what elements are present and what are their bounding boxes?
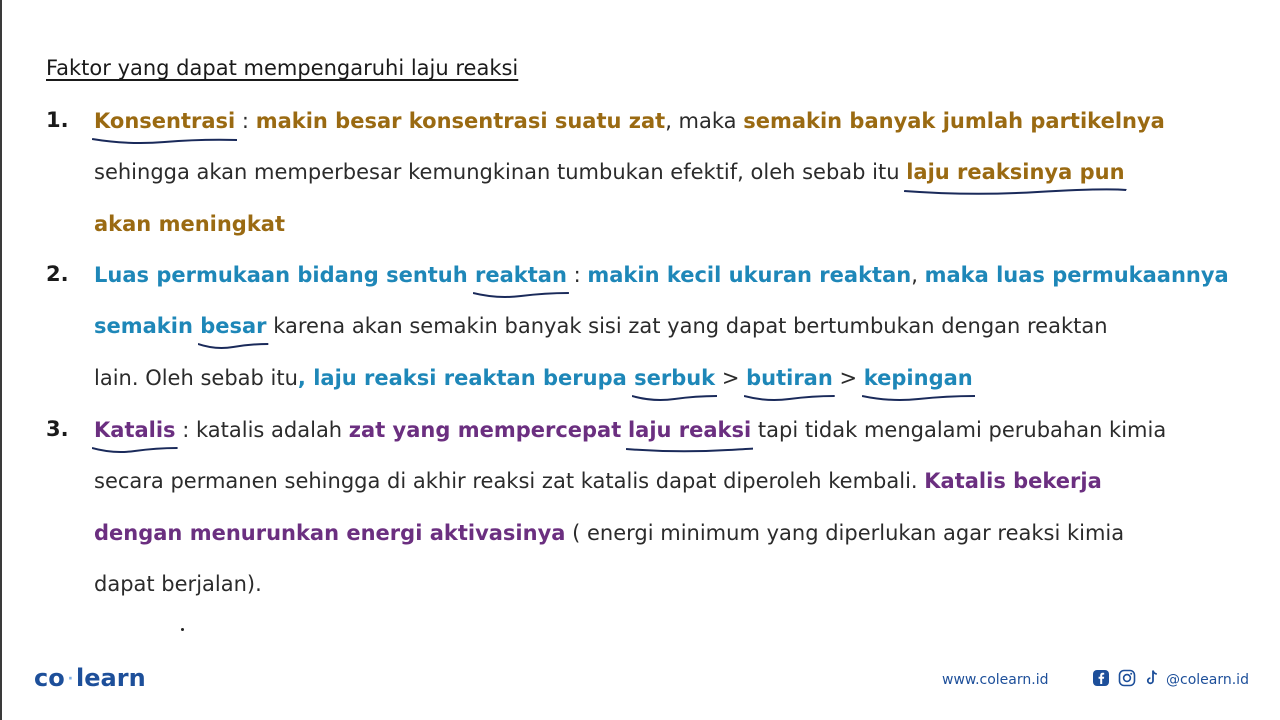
term-reaktan: reaktan (475, 262, 567, 288)
term-serbuk: serbuk (634, 365, 715, 391)
social-handle: @colearn.id (1166, 672, 1249, 688)
highlight-laju-reaksinya: laju reaksinya pun (906, 159, 1124, 185)
facebook-icon[interactable] (1092, 669, 1110, 687)
tiktok-icon[interactable] (1144, 669, 1160, 687)
website-link[interactable]: www.colearn.id (942, 672, 1049, 688)
item-1-line-3: akan meningkat (94, 212, 285, 236)
wavy-underline (92, 445, 178, 455)
wavy-underline (744, 393, 835, 403)
item-3-line-2: secara permanen sehingga di akhir reaksi zat katalis dapat diperoleh kembali. Katalis bekerja (94, 469, 1102, 493)
wavy-underline (626, 445, 753, 455)
wavy-underline (473, 290, 569, 300)
colearn-logo: co · learn (34, 664, 146, 692)
wavy-underline (862, 393, 975, 403)
term-kepingan: kepingan (864, 365, 973, 391)
term-butiran: butiran (746, 365, 833, 391)
instagram-icon[interactable] (1118, 669, 1136, 687)
item-number: 1. (46, 108, 69, 132)
item-1-line-2: sehingga akan memperbesar kemungkinan tumbukan efektif, oleh sebab itu laju reaksinya pun (94, 159, 1125, 185)
stray-dot (181, 628, 184, 631)
wavy-underline (198, 341, 268, 351)
wavy-underline (904, 187, 1126, 197)
item-3-line-1: Katalis : katalis adalah zat yang mempercepat laju reaksi tapi tidak mengalami perubahan kimia (94, 417, 1166, 443)
item-number: 2. (46, 262, 69, 286)
footer (0, 660, 1280, 700)
item-1-line-1: Konsentrasi : makin besar konsentrasi suatu zat, maka semakin banyak jumlah partikelnya (94, 108, 1165, 134)
wavy-underline (92, 136, 237, 146)
item-2-line-3: lain. Oleh sebab itu, laju reaksi reaktan berupa serbuk > butiran > kepingan (94, 365, 973, 391)
item-3-line-3: dengan menurunkan energi aktivasinya ( energi minimum yang diperlukan agar reaksi kimia (94, 521, 1125, 545)
page-title: Faktor yang dapat mempengaruhi laju reaksi (46, 56, 519, 80)
item-2-line-1: Luas permukaan bidang sentuh reaktan : makin kecil ukuran reaktan, maka luas permukaannya (94, 262, 1229, 288)
item-number: 3. (46, 417, 69, 441)
wavy-underline (632, 393, 717, 403)
item-2-line-2: semakin besar karena akan semakin banyak sisi zat yang dapat bertumbukan dengan reaktan (94, 313, 1108, 339)
term-konsentrasi: Konsentrasi (94, 108, 235, 134)
social-icons (1092, 669, 1160, 687)
slide-border (0, 0, 2, 720)
term-besar: besar (200, 313, 266, 339)
item-3-line-4: dapat berjalan). (94, 572, 262, 596)
term-katalis: Katalis (94, 417, 176, 443)
term-laju-reaksi: laju reaksi (628, 417, 751, 443)
